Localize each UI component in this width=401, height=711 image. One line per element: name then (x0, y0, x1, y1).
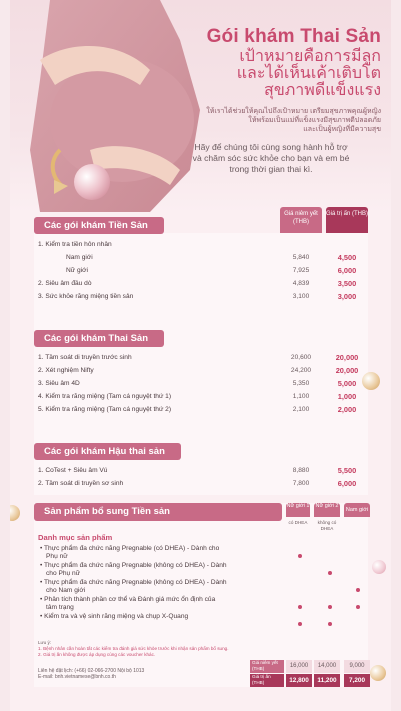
gold-ball-decoration (370, 665, 386, 681)
section-post-pregnancy (34, 441, 384, 460)
included-dot (298, 622, 302, 626)
table-row-label: 1. Kiểm tra tiền hôn nhân (38, 241, 112, 248)
value-price: 1,000 (337, 392, 357, 401)
included-dot (356, 605, 360, 609)
gold-ball-decoration (10, 505, 20, 521)
supp-value-price: 12,800 (286, 674, 312, 687)
column-header-female-2: Nữ giới 2 (314, 503, 340, 517)
supp-value-label: Giá trị ấn (THB) (250, 674, 284, 687)
table-row-label: Nữ giới (66, 267, 88, 274)
product-item: • Thực phẩm đa chức năng Pregnable (không có DHEA) - Dành cho Phụ nữ (40, 562, 227, 577)
listed-price: 3,100 (292, 293, 310, 300)
section-title: Các gói khám Thai Sản (34, 330, 164, 347)
table-row-label: 2. Tầm soát di truyền sơ sinh (38, 480, 124, 487)
supp-listed-price: 16,000 (286, 660, 312, 673)
product-item: • Thực phẩm đa chức năng Pregnable (không có DHEA) - Dành cho Nam giới (40, 579, 227, 594)
value-price: 20,000 (335, 353, 359, 362)
listed-price: 5,350 (292, 380, 310, 387)
section-title: Các gói khám Tiền Sản (34, 217, 164, 234)
section-title: Các gói khám Hậu thai sản (34, 443, 181, 460)
column-header-listed: Giá niêm yết (THB) (280, 207, 322, 233)
value-price: 3,000 (337, 292, 357, 301)
column-header-male: Nam giới (344, 503, 370, 517)
table-row-label: 1. CoTest + Siêu âm Vú (38, 467, 108, 474)
supp-value-price: 11,200 (314, 674, 340, 687)
value-price: 6,000 (337, 266, 357, 275)
listed-price: 24,200 (290, 367, 312, 374)
table-row-label: 2. Siêu âm đầu dò (38, 280, 92, 287)
table-row-label: 3. Sức khỏe răng miệng tiền sản (38, 293, 134, 300)
listed-price: 7,925 (292, 267, 310, 274)
table-row-label: 1. Tầm soát di truyền trước sinh (38, 354, 132, 361)
promo-page (10, 0, 391, 711)
col2-subtitle: không có DHEA (317, 520, 337, 531)
included-dot (356, 588, 360, 592)
supp-value-price: 7,200 (344, 674, 370, 687)
supp-listed-price: 9,000 (344, 660, 370, 673)
value-price: 20,000 (335, 366, 359, 375)
col1-subtitle: có DHEA (288, 520, 308, 525)
section-pre-pregnancy (34, 215, 384, 234)
included-dot (328, 571, 332, 575)
value-price: 6,000 (337, 479, 357, 488)
notes: Lưu ý: 1. Bệnh nhân cần hoàn tất các kiểm tra đánh giá sức khỏe trước khi nhận sản phẩm bổ sung. 2. Giá trị ấn không được áp dụng cùng các voucher khác. (38, 640, 229, 657)
listed-price: 5,840 (292, 254, 310, 261)
supp-listed-price: 14,000 (314, 660, 340, 673)
table-row-label: 5. Kiểm tra răng miệng (Tam cá nguyệt thứ 2) (38, 406, 172, 413)
hero-vietnamese-subtitle: Hãy để chúng tôi cùng song hành hỗ trợ và chăm sóc sức khỏe cho bạn và em bé trong thời gian thai kì. (192, 142, 350, 174)
pink-ball-decoration (372, 560, 386, 574)
supplement-title: Sản phẩm bổ sung Tiền sản (44, 506, 170, 517)
included-dot (298, 554, 302, 558)
included-dot (298, 605, 302, 609)
listed-price: 20,600 (290, 354, 312, 361)
listed-price: 4,839 (292, 280, 310, 287)
hero-thai-line: และได้เห็นเค้าเติบโต (236, 65, 381, 82)
hero-thai-small: ให้เราได้ช่วยให้คุณไปถึงเป้าหมาย เตรียมสุขภาพคุณผู้หญิง ให้พร้อมเป็นแม่ที่แข็งแรงมีสุขภาพดีปลอดภัย และเป็นผู้หญิงที่มีความสุข (206, 108, 381, 133)
table-row-label: 3. Siêu âm 4D (38, 380, 80, 387)
listed-price: 8,880 (292, 467, 310, 474)
hero-text (161, 26, 381, 175)
hero-title: Gói khám Thai Sản (206, 26, 381, 47)
product-item: • Kiểm tra và vệ sinh răng miệng và chụp X-Quang (40, 613, 189, 620)
hero-banner (10, 0, 391, 212)
value-price: 4,500 (337, 253, 357, 262)
value-price: 5,000 (337, 379, 357, 388)
section-pregnancy (34, 328, 384, 347)
supplement-title-bar (34, 503, 282, 521)
product-item: • Phân tích thành phần cơ thể và Đánh giá mức ổn định của tâm trạng (40, 596, 216, 611)
table-row-label: 4. Kiểm tra răng miệng (Tam cá nguyệt thứ 1) (38, 393, 172, 400)
included-dot (328, 622, 332, 626)
column-header-value: Giá trị ấn (THB) (326, 207, 368, 233)
listed-price: 7,800 (292, 480, 310, 487)
column-header-female-1: Nữ giới 1 (286, 503, 310, 517)
listed-price: 1,100 (292, 393, 310, 400)
included-dot (328, 605, 332, 609)
value-price: 3,500 (337, 279, 357, 288)
hero-thai-line: สุขภาพดีแข็งแรง (264, 82, 381, 99)
value-price: 2,000 (337, 405, 357, 414)
listed-price: 2,100 (292, 406, 310, 413)
product-list-heading: Danh mục sản phẩm (38, 533, 113, 542)
hero-thai-line: เป้าหมายคือการมีลูก (239, 48, 381, 65)
supp-listed-label: Giá niêm yết (THB) (250, 660, 284, 673)
value-price: 5,500 (337, 466, 357, 475)
product-item: • Thực phẩm đa chức năng Pregnable (có DHEA) - Dành cho Phụ nữ (40, 545, 220, 560)
contact-info: Liên hệ đặt lịch: (+66) 02-066-2700 Nội bộ 1013 E-mail: bnh.vietnamese@bnh.co.th (38, 668, 145, 680)
table-row-label: 2. Xét nghiệm Nifty (38, 367, 94, 374)
table-row-label: Nam giới (66, 254, 93, 261)
